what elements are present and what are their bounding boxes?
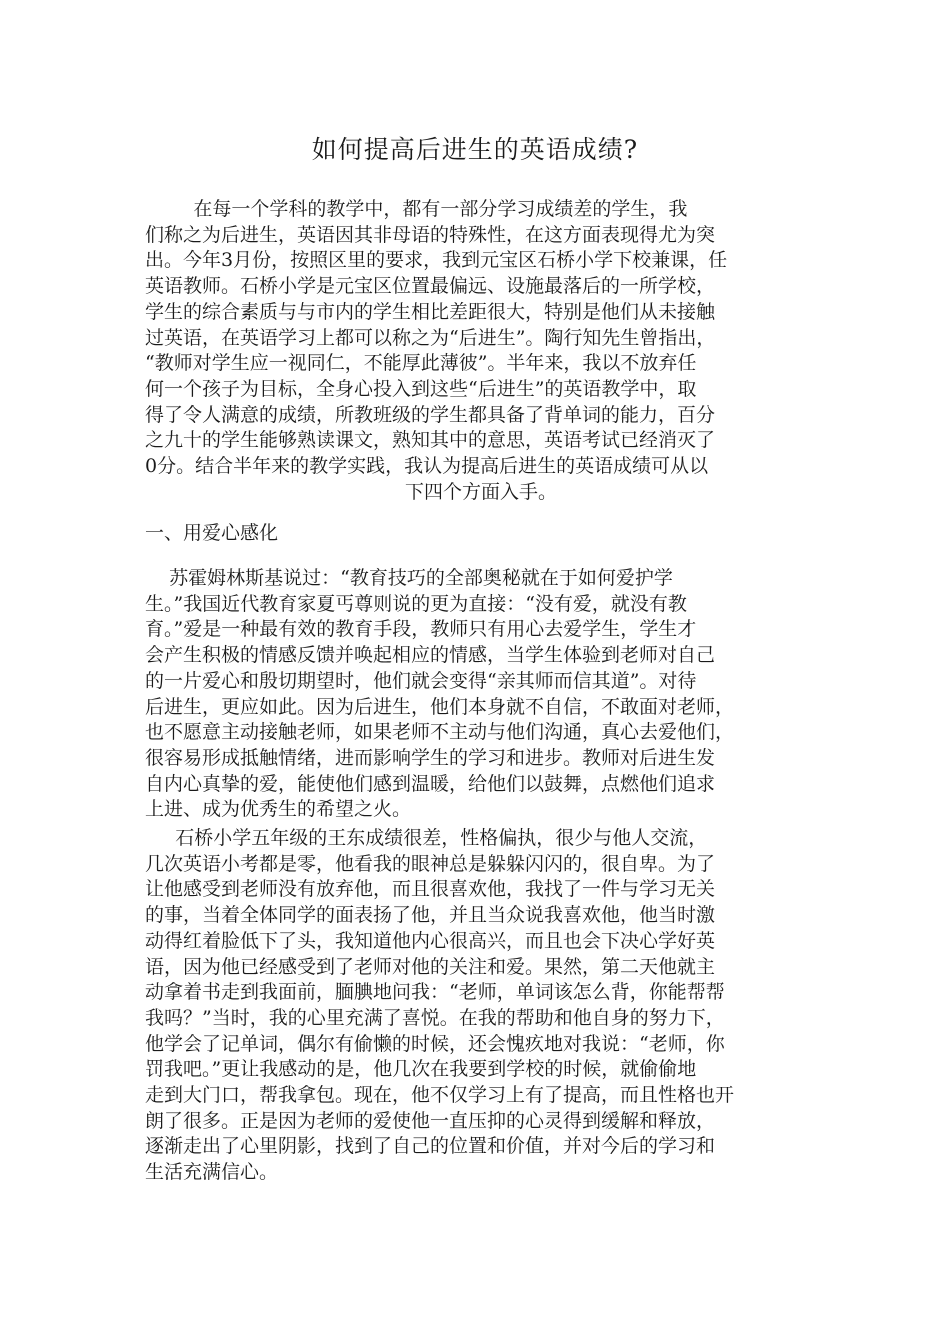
paragraph-line: 我吗？”当时，我的心里充满了喜悦。在我的帮助和他自身的努力下， [145, 1006, 725, 1029]
paragraph-line: 也不愿意主动接触老师，如果老师不主动与他们沟通，真心去爱他们， [145, 721, 735, 744]
paragraph-love [145, 566, 817, 823]
paragraph-line: “教师对学生应一视同仁，不能厚此薄彼”。半年来，我以不放弃任 [145, 352, 697, 375]
paragraph-line: 育。”爱是一种最有效的教育手段，教师只有用心去爱学生，学生才 [145, 618, 697, 641]
paragraph-line: 很容易形成抵触情绪，进而影响学生的学习和进步。教师对后进生发 [145, 746, 716, 769]
paragraph-line: 他学会了记单词，偶尔有偷懒的时候，还会愧疚地对我说：“老师，你 [145, 1032, 725, 1055]
intro-paragraph [145, 197, 817, 505]
paragraph-line: 过英语，在英语学习上都可以称之为“后进生”。陶行知先生曾指出， [145, 326, 716, 349]
paragraph-line: 语，因为他已经感受到了老师对他的关注和爱。果然，第二天他就主 [145, 955, 716, 978]
paragraph-line: 之九十的学生能够熟读课文，熟知其中的意思，英语考试已经消灭了 [145, 429, 716, 452]
paragraph-line: 何一个孩子为目标，全身心投入到这些“后进生”的英语教学中，取 [145, 377, 697, 400]
paragraph-line: 的一片爱心和殷切期望时，他们就会变得“亲其师而信其道”。对待 [145, 669, 697, 692]
paragraph-line: 自内心真挚的爱，能使他们感到温暖，给他们以鼓舞，点燃他们追求 [145, 772, 716, 795]
paragraph-line: 会产生积极的情感反馈并唤起相应的情感，当学生体验到老师对自己 [145, 644, 716, 667]
paragraph-line: 生活充满信心。 [145, 1161, 279, 1184]
paragraph-line: 后进生，更应如此。因为后进生，他们本身就不自信，不敢面对老师， [145, 695, 735, 718]
paragraph-line: 动得红着脸低下了头，我知道他内心很高兴，而且也会下决心学好英 [145, 929, 716, 952]
paragraph-line: 在每一个学科的教学中，都有一部分学习成绩差的学生，我 [145, 198, 688, 220]
paragraph-line: 出。今年3月份，按照区里的要求，我到元宝区石桥小学下校兼课，任 [145, 249, 728, 272]
paragraph-line: 罚我吧。”更让我感动的是，他几次在我要到学校的时候，就偷偷地 [145, 1058, 697, 1081]
paragraph-line: 走到大门口，帮我拿包。现在，他不仅学习上有了提高，而且性格也开 [145, 1084, 735, 1107]
paragraph-line: 石桥小学五年级的王东成绩很差，性格偏执，很少与他人交流， [145, 827, 708, 849]
paragraph-line: 动拿着书走到我面前，腼腆地问我：“老师，单词该怎么背，你能帮帮 [145, 981, 725, 1004]
paragraph-line: 下四个方面入手。 [404, 480, 557, 503]
paragraph-line: 逐渐走出了心里阴影，找到了自己的位置和价值，并对今后的学习和 [145, 1135, 716, 1158]
paragraph-line: 朗了很多。正是因为老师的爱使他一直压抑的心灵得到缓解和释放， [145, 1109, 716, 1132]
paragraph-line: 学生的综合素质与与市内的学生相比差距很大，特别是他们从未接触 [145, 300, 716, 323]
paragraph-line: 几次英语小考都是零，他看我的眼神总是躲躲闪闪的，很自卑。为了 [145, 852, 716, 875]
paragraph-line: 生。”我国近代教育家夏丐尊则说的更为直接：“没有爱，就没有教 [145, 592, 687, 615]
paragraph-line: 得了令人满意的成绩，所教班级的学生都具备了背单词的能力，百分 [145, 403, 716, 426]
paragraph-line: 让他感受到老师没有放弃他，而且很喜欢他，我找了一件与学习无关 [145, 878, 716, 901]
paragraph-line: 英语教师。石桥小学是元宝区位置最偏远、设施最落后的一所学校， [145, 275, 716, 298]
paragraph-line: 们称之为后进生，英语因其非母语的特殊性，在这方面表现得尤为突 [145, 223, 716, 246]
paragraph-line: 的事，当着全体同学的面表扬了他，并且当众说我喜欢他，他当时激 [145, 904, 716, 927]
paragraph-line: 苏霍姆林斯基说过：“教育技巧的全部奥秘就在于如何爱护学 [145, 567, 673, 589]
document-title: 如何提高后进生的英语成绩? [311, 135, 639, 164]
paragraph-example [145, 826, 817, 1186]
paragraph-line: 上进、成为优秀生的希望之火。 [145, 798, 412, 821]
section-heading: 一、用爱心感化 [145, 522, 279, 544]
paragraph-line: 0分。结合半年来的教学实践，我认为提高后进生的英语成绩可从以 [145, 455, 709, 478]
